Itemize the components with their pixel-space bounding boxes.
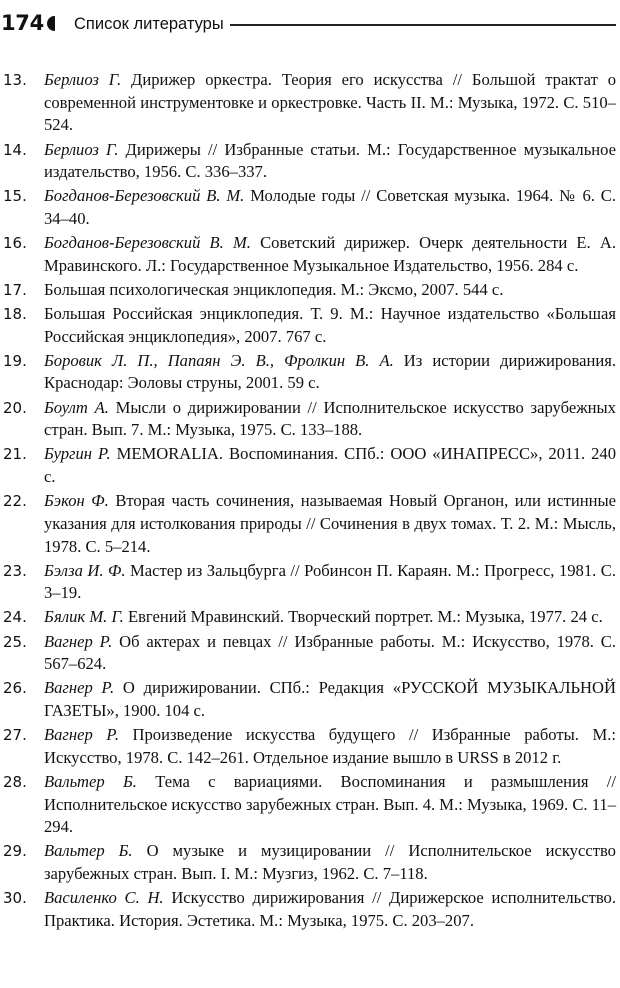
entry-number: 19.	[3, 351, 27, 370]
entry-text: Вторая часть сочинения, называемая Новый Органон, или истинные указания для истолкования природы // Сочинения в двух томах. Т. 2. М.: Мысль, 1978. С. 5–214.	[44, 491, 617, 556]
bibliography-entry	[0, 397, 620, 442]
entry-number: 16.	[3, 234, 27, 253]
running-head	[0, 0, 620, 40]
entry-author: Бялик М. Г.	[44, 607, 124, 627]
section-title: Список литературы	[74, 15, 224, 33]
entry-text: Большая Российская энциклопедия. Т. 9. М.: Научное издательство «Большая Российская энциклопедия», 2007. 767 с.	[44, 303, 616, 346]
bibliography-entry	[0, 350, 620, 395]
entry-number: 30.	[3, 889, 27, 908]
entry-text: О дирижировании. СПб.: Редакция «РУССКОЙ МУЗЫКАЛЬНОЙ ГАЗЕТЫ», 1900. 104 с.	[44, 678, 616, 721]
entry-number: 29.	[3, 842, 27, 861]
entry-number: 27.	[3, 726, 27, 745]
bibliography-entry	[0, 631, 620, 676]
entry-number: 26.	[3, 679, 27, 698]
entry-text: Мысли о дирижировании // Исполнительское искусство зарубежных стран. Вып. 7. М.: Музыка, 1975. С. 133–188.	[44, 397, 616, 440]
bibliography-entry	[0, 303, 620, 348]
entry-author: Богданов-Березовский В. М.	[44, 233, 251, 253]
entry-text: Мастер из Зальцбурга // Робинсон П. Караян. М.: Прогресс, 1981. С. 3–19.	[44, 560, 616, 603]
entry-number: 28.	[3, 772, 27, 791]
entry-author: Бэлза И. Ф.	[44, 560, 126, 580]
entry-number: 21.	[3, 445, 27, 464]
bibliography-entry	[0, 443, 620, 488]
bibliography-entry	[0, 771, 620, 839]
bibliography-entry	[0, 606, 620, 629]
header-rule	[230, 24, 616, 26]
entry-author: Боулт А.	[44, 397, 109, 417]
entry-text: О музыке и музицировании // Исполнительское искусство зарубежных стран. Вып. I. М.: Музгиз, 1962. С. 7–118.	[44, 841, 616, 884]
entry-author: Вагнер Р.	[44, 678, 115, 698]
entry-text: Евгений Мравинский. Творческий портрет. М.: Музыка, 1977. 24 с.	[127, 607, 603, 627]
entry-text: Произведение искусства будущего // Избранные работы. М.: Искусство, 1978. С. 142–261. Отдельное издание вышло в URSS в 2012 г.	[44, 725, 616, 767]
entry-text: Искусство дирижирования // Дирижерское исполнительство. Практика. История. Эстетика. М.: Музыка, 1975. С. 203–207.	[44, 888, 616, 930]
bibliography-entry	[0, 840, 620, 885]
bibliography-entry	[0, 490, 620, 558]
entry-number: 22.	[3, 492, 27, 511]
half-circle-marker-icon	[47, 16, 55, 31]
entry-author: Бэкон Ф.	[44, 491, 109, 511]
entry-number: 13.	[3, 71, 27, 89]
entry-text: Большая психологическая энциклопедия. М.: Эксмо, 2007. 544 с.	[44, 279, 504, 299]
entry-number: 18.	[3, 304, 27, 323]
entry-author: Боровик Л. П., Папаян Э. В., Фролкин В. А.	[44, 350, 394, 370]
entry-text: MEMORALIA. Воспоминания. СПб.: ООО «ИНАПРЕСС», 2011. 240 с.	[44, 444, 616, 487]
bibliography-entry	[0, 724, 620, 769]
entry-author: Василенко С. Н.	[44, 888, 164, 908]
entry-number: 23.	[3, 561, 27, 580]
bibliography-entry	[0, 677, 620, 722]
entry-number: 15.	[3, 187, 27, 206]
entry-text: Советский дирижер. Очерк деятельности Е. А. Мравинского. Л.: Государственное Музыкальное Издательство, 1956. 284 с.	[44, 233, 616, 275]
entry-author: Вагнер Р.	[44, 631, 113, 651]
bibliography-entry	[0, 139, 620, 184]
entry-text: Из истории дирижирования. Краснодар: Эоловы струны, 2001. 59 с.	[44, 350, 616, 393]
bibliography-entry	[0, 232, 620, 277]
entry-text: Дирижеры // Избранные статьи. М.: Государственное музыкальное издательство, 1956. С. 336–337.	[44, 139, 617, 182]
bibliography-entry	[0, 560, 620, 605]
entry-text: Об актерах и певцах // Избранные работы. М.: Искусство, 1978. С. 567–624.	[44, 631, 616, 674]
entry-author: Вальтер Б.	[44, 841, 133, 861]
entry-author: Богданов-Березовский В. М.	[44, 186, 245, 206]
entry-author: Вальтер Б.	[44, 771, 137, 791]
entry-number: 14.	[3, 140, 27, 159]
bibliography-entry	[0, 69, 620, 137]
entry-number: 17.	[3, 280, 27, 299]
entry-number: 20.	[3, 398, 27, 417]
entry-number: 25.	[3, 632, 27, 651]
page-number: 174	[1, 11, 44, 35]
entry-author: Бургин Р.	[44, 444, 111, 464]
entry-text: Молодые годы // Советская музыка. 1964. № 6. С. 34–40.	[44, 186, 616, 228]
bibliography-list	[0, 69, 620, 934]
bibliography-entry	[0, 887, 620, 932]
entry-text: Тема с вариациями. Воспоминания и размышления // Исполнительское искусство зарубежных стран. Вып. 4. М.: Музыка, 1969. С. 11–294.	[44, 771, 617, 837]
entry-author: Вагнер Р.	[44, 725, 119, 745]
bibliography-entry	[0, 279, 620, 302]
bibliography-entry	[0, 185, 620, 230]
entry-author: Берлиоз Г.	[44, 139, 119, 159]
entry-text: Дирижер оркестра. Теория его искусства // Большой трактат о современной инструментовке и оркестровке. Часть II. М.: Музыка, 1972. С. 510–524.	[44, 70, 617, 135]
entry-number: 24.	[3, 608, 27, 627]
entry-author: Берлиоз Г.	[44, 70, 122, 89]
